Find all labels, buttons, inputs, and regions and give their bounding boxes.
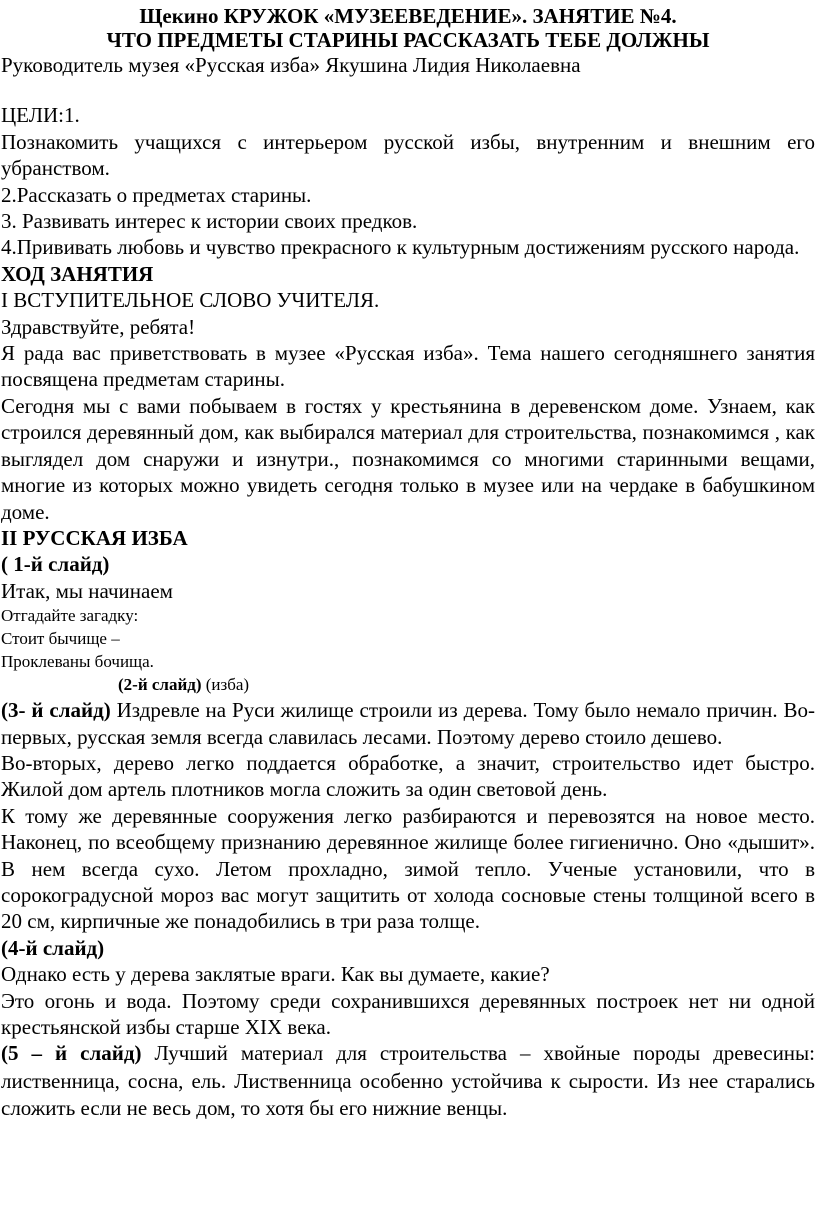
paragraph-5: К тому же деревянные сооружения легко разбираются и перевозятся на новое место. Наконец, по всеобщему признанию деревянное жилище более гигиенично. Оно «дышит». В нем всегда сухо. Летом прохладно, зимой тепло. Ученые установили, что в сорокоградусной мороз вас могут защитить от холода сосновые стены толщиной всего в 20 см, кирпичные же понадобились в три раза толще.	[1, 803, 815, 934]
goal-item-4: 4.Прививать любовь и чувство прекрасного к культурным достижениям русского народа.	[1, 235, 800, 260]
slide-4-label: (4-й слайд)	[1, 935, 105, 960]
section1-title: I ВСТУПИТЕЛЬНОЕ СЛОВО УЧИТЕЛЯ.	[1, 288, 380, 313]
section2-title: II РУССКАЯ ИЗБА	[1, 525, 188, 550]
goal-item-3: 3. Развивать интерес к истории своих предков.	[1, 209, 418, 234]
paragraph-3	[1, 697, 815, 750]
document-title-line1: Щекино КРУЖОК «МУЗЕЕВЕДЕНИЕ». ЗАНЯТИЕ №4.	[139, 4, 677, 28]
slide-2-line	[1, 673, 815, 697]
museum-leader: Руководитель музея «Русская изба» Якушина Лидия Николаевна	[1, 53, 581, 77]
riddle-intro: Отгадайте загадку:	[1, 606, 139, 626]
intro-paragraph-1: Я рада вас приветствовать в музее «Русская изба». Тема нашего сегодняшнего занятия посвящена предметам старины.	[1, 341, 815, 392]
paragraph-7: Это огонь и вода. Поэтому среди сохранившихся деревянных построек нет ни одной крестьянской избы старше XIX века.	[1, 988, 815, 1039]
intro-paragraph-2: Сегодня мы с вами побываем в гостях у крестьянина в деревенском доме. Узнаем, как строился деревянный дом, как выбирался материал для строительства, познакомимся , как выглядел дом снаружи и изнутри., познакомимся со многими старинными вещами, многие из которых можно увидеть сегодня только в музее или на чердаке в бабушкином доме.	[1, 393, 815, 524]
paragraph-6: Однако есть у дерева заклятые враги. Как вы думаете, какие?	[1, 962, 550, 987]
paragraph-3-text: Издревле на Руси жилище строили из дерева. Тому было немало причин. Во-первых, русская земля всегда славилась лесами. Поэтому дерево стоило дешево.	[1, 698, 815, 749]
spacer	[1, 78, 815, 102]
slide-1-label: ( 1-й слайд)	[1, 552, 110, 577]
paragraph-8-text: Лучший материал для строительства – хвойные породы древесины: лиственница, сосна, ель. Лиственница особенно устойчива к сырости. Из нее старались сложить если не весь дом, то хотя бы его нижние венцы.	[1, 1041, 815, 1121]
slide-2-label: (2-й слайд)	[118, 675, 202, 695]
document-title-line2: ЧТО ПРЕДМЕТЫ СТАРИНЫ РАССКАЗАТЬ ТЕБЕ ДОЛЖНЫ	[106, 28, 710, 52]
lesson-heading: ХОД ЗАНЯТИЯ	[1, 261, 154, 286]
paragraph-8	[1, 1040, 815, 1123]
riddle-line-1: Стоит бычище –	[1, 629, 120, 649]
slide-5-label: (5 – й слайд)	[1, 1041, 142, 1066]
goal-item-2: 2.Рассказать о предметах старины.	[1, 182, 312, 207]
paragraph-4: Во-вторых, дерево легко поддается обработке, а значит, строительство идет быстро. Жилой дом артель плотников могла сложить за один световой день.	[1, 750, 815, 802]
riddle-line-2: Проклеваны бочища.	[1, 652, 154, 672]
riddle-answer: (изба)	[201, 675, 250, 695]
slide-3-label: (3- й слайд)	[1, 698, 111, 723]
goals-heading: ЦЕЛИ:1.	[1, 103, 80, 128]
start-line: Итак, мы начинаем	[1, 578, 173, 603]
greeting: Здравствуйте, ребята!	[1, 314, 196, 339]
goal-item-1: Познакомить учащихся с интерьером русской избы, внутренним и внешним его убранством.	[1, 129, 815, 181]
